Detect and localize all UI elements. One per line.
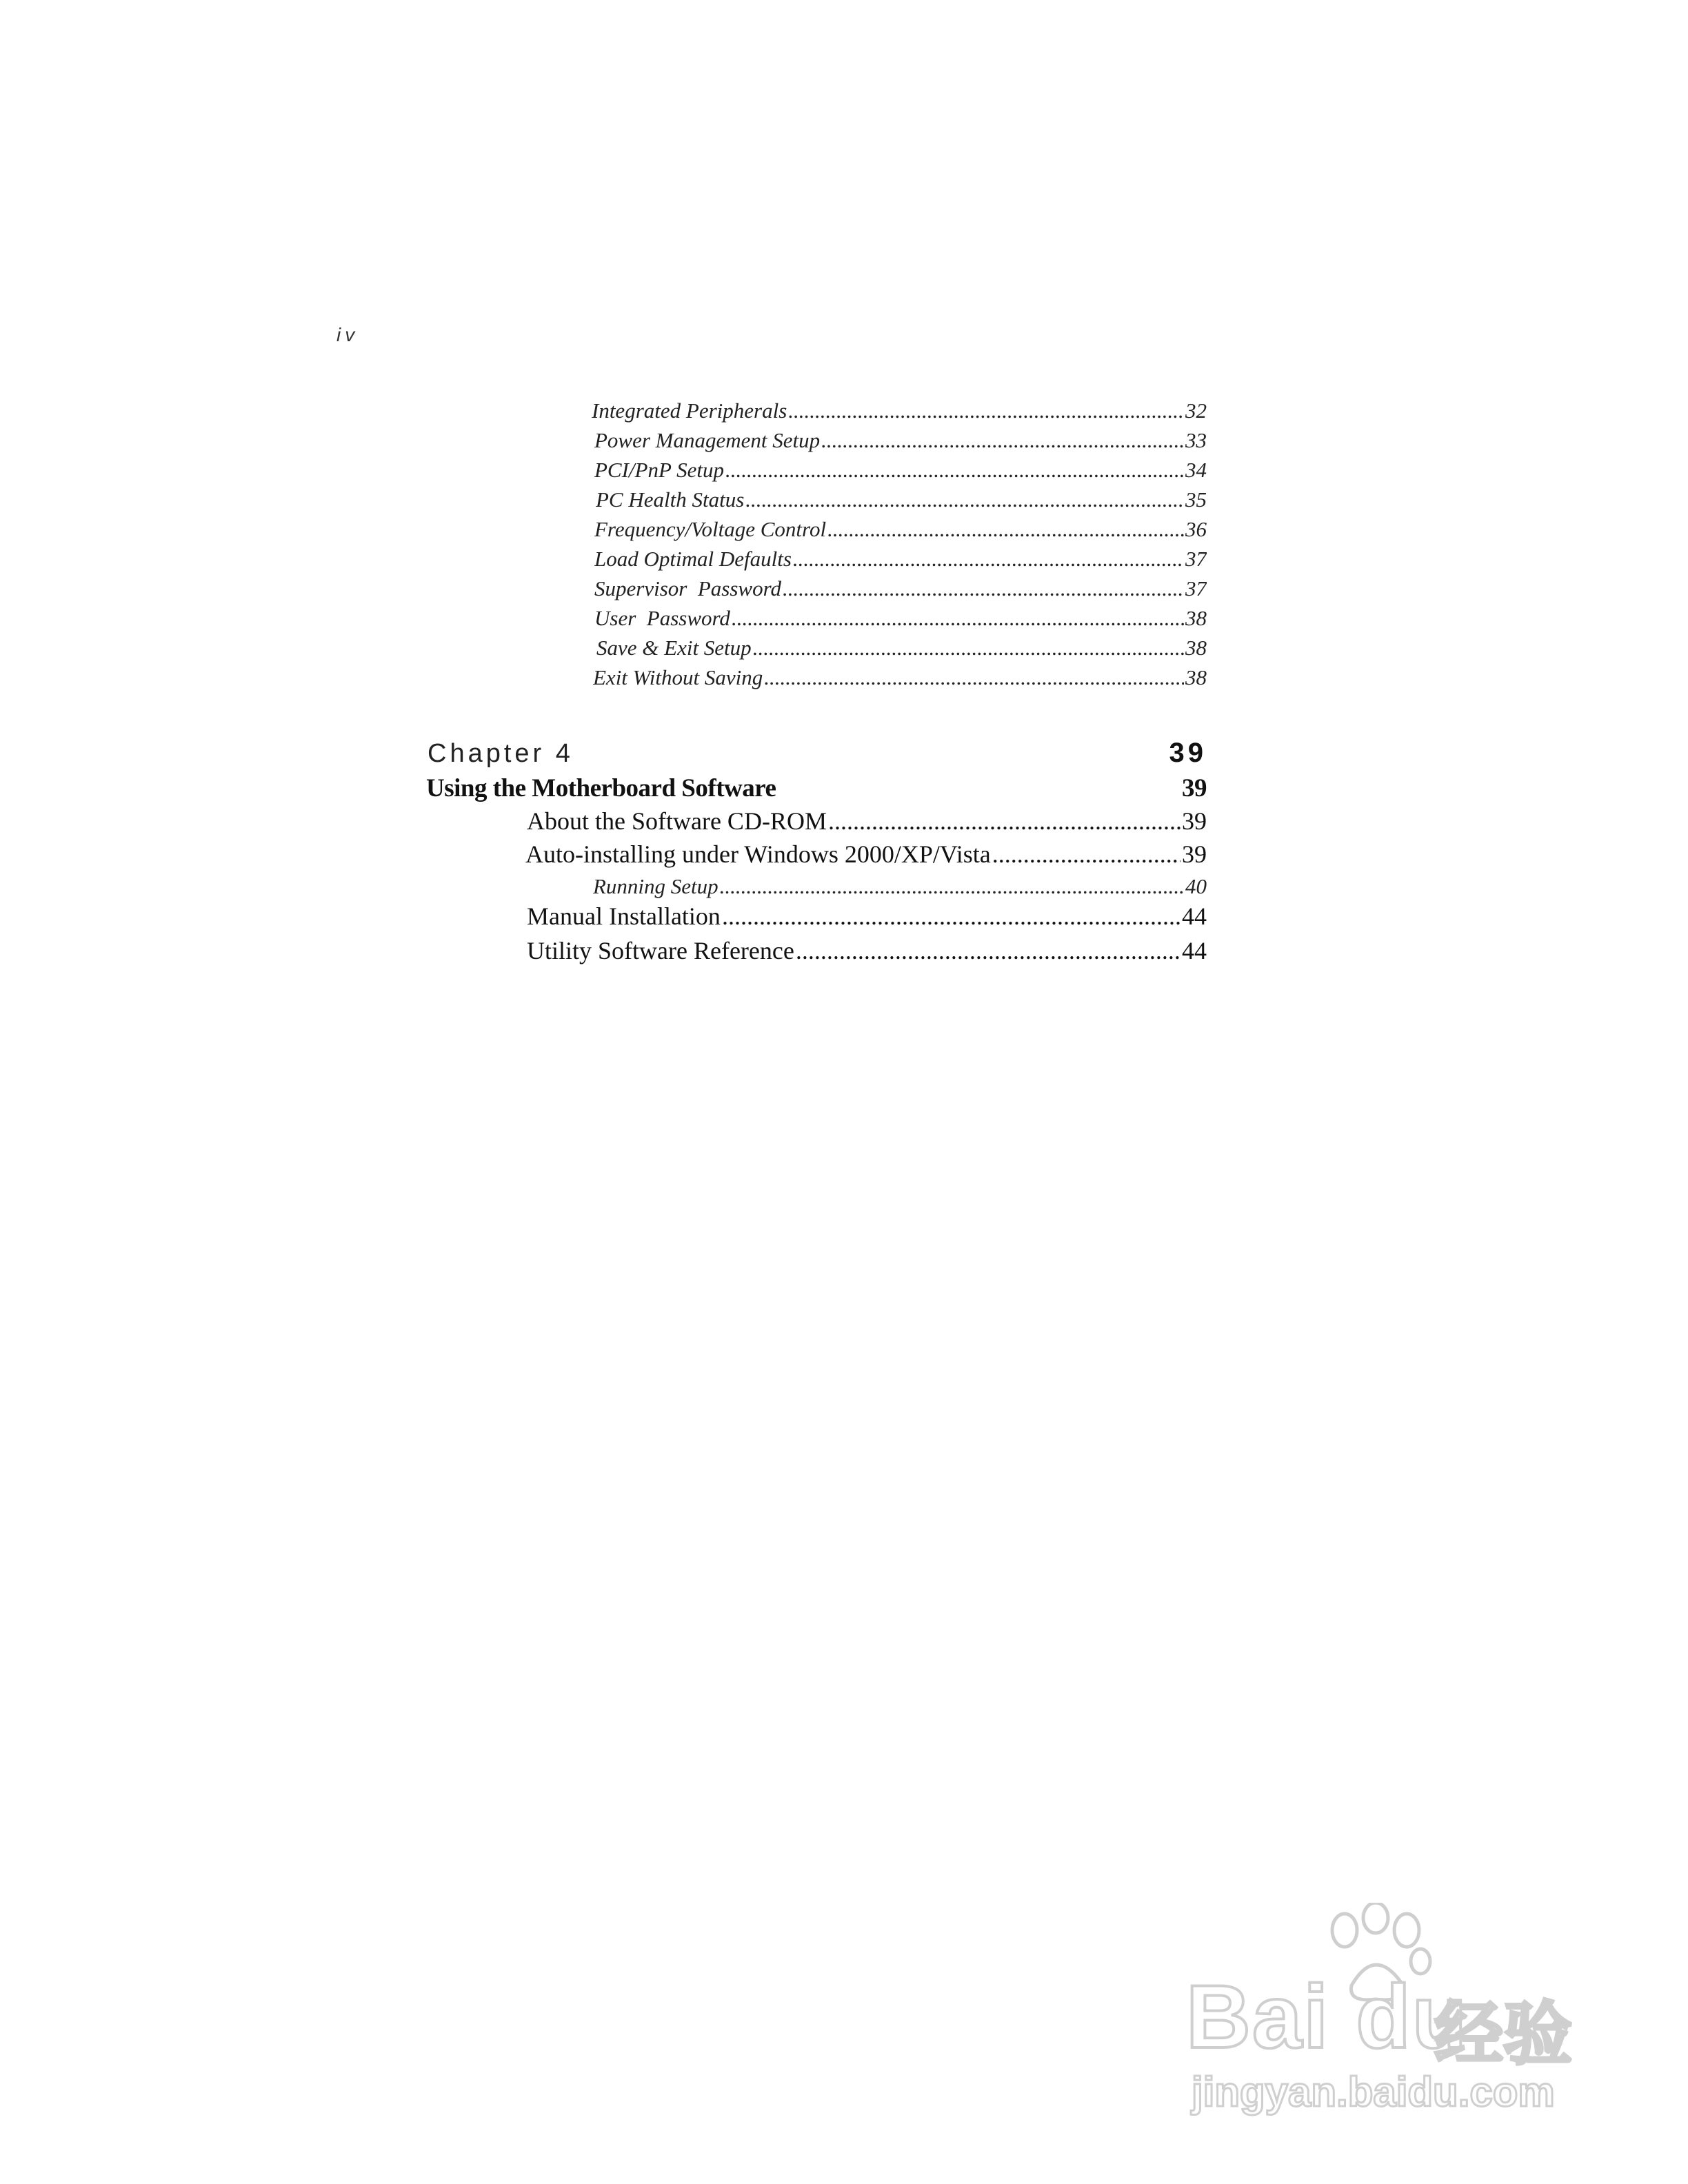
toc-entry[interactable] xyxy=(596,636,1207,660)
dot-leader xyxy=(796,936,1180,965)
baidu-watermark xyxy=(1186,1903,1572,2115)
watermark-brand: Bai du xyxy=(1186,1966,1469,2067)
toc-entry-label: Exit Without Saving xyxy=(593,665,763,689)
toc-entry[interactable] xyxy=(594,517,1207,542)
toc-entry-label: User Password xyxy=(594,606,730,630)
toc-entry-label: Power Management Setup xyxy=(594,428,821,452)
toc-entry[interactable] xyxy=(594,458,1207,483)
toc-entry-page: 38 xyxy=(1185,636,1207,660)
chapter-title-label: Using the Motherboard Software xyxy=(426,774,776,802)
dot-leader xyxy=(753,636,1184,660)
toc-entry-label: Running Setup xyxy=(593,874,719,898)
toc-entry-label: PCI/PnP Setup xyxy=(594,458,724,482)
dot-leader xyxy=(732,606,1184,631)
dot-leader xyxy=(827,517,1184,542)
toc-entry-label: About the Software CD-ROM xyxy=(527,807,827,835)
toc-entry-label: Manual Installation xyxy=(527,902,721,930)
toc-entry[interactable] xyxy=(592,398,1207,423)
dot-leader xyxy=(828,807,1180,836)
toc-entry[interactable] xyxy=(593,874,1207,899)
toc-entry[interactable] xyxy=(594,576,1207,601)
chapter-page: 39 xyxy=(1169,738,1207,768)
toc-entry-label: Load Optimal Defaults xyxy=(594,547,792,571)
dot-leader xyxy=(992,840,1180,869)
chapter-title[interactable] xyxy=(426,774,1207,803)
dot-leader xyxy=(745,487,1184,512)
toc-entry-label: Supervisor Password xyxy=(594,576,781,600)
toc-entry-page: 38 xyxy=(1185,665,1207,689)
dot-leader xyxy=(788,398,1184,423)
toc-entry[interactable] xyxy=(594,606,1207,631)
toc-entry-page: 44 xyxy=(1182,902,1207,930)
watermark-url: jingyan.baidu.com xyxy=(1192,2069,1555,2115)
toc-entry-page: 44 xyxy=(1182,937,1207,964)
toc-entry-label: PC Health Status xyxy=(596,487,745,512)
page-number: iv xyxy=(336,324,359,345)
dot-leader xyxy=(720,874,1184,899)
toc-entry[interactable] xyxy=(593,665,1207,690)
toc-entry[interactable] xyxy=(594,547,1207,572)
toc-entry[interactable] xyxy=(525,840,1207,869)
dot-leader xyxy=(821,428,1184,453)
toc-entry[interactable] xyxy=(527,807,1207,836)
toc-entry-page: 40 xyxy=(1185,874,1207,898)
toc-entry[interactable] xyxy=(596,487,1207,512)
toc-entry-page: 33 xyxy=(1185,428,1207,452)
toc-entry-label: Save & Exit Setup xyxy=(596,636,752,660)
toc-entry-page: 37 xyxy=(1185,576,1207,600)
chapter-title-page: 39 xyxy=(1182,774,1207,802)
toc-entry-page: 38 xyxy=(1185,606,1207,630)
chapter-heading[interactable] xyxy=(428,738,1207,769)
dot-leader xyxy=(764,665,1184,690)
toc-entry-page: 36 xyxy=(1185,517,1207,541)
toc-entry-label: Frequency/Voltage Control xyxy=(594,517,827,541)
toc-entry-page: 37 xyxy=(1185,547,1207,571)
toc-entry-label: Integrated Peripherals xyxy=(592,398,787,423)
dot-leader xyxy=(725,458,1184,483)
toc-entry-page: 35 xyxy=(1185,487,1207,512)
toc-entry-page: 39 xyxy=(1182,840,1207,868)
dot-leader xyxy=(783,576,1184,601)
toc-entry[interactable] xyxy=(527,902,1207,931)
toc-entry[interactable] xyxy=(527,936,1207,965)
dot-leader xyxy=(793,547,1184,572)
toc-entry-label: Auto-installing under Windows 2000/XP/Vista xyxy=(525,840,991,868)
watermark-brand-cn: 经验 xyxy=(1434,1994,1572,2074)
toc-entry-page: 39 xyxy=(1182,807,1207,835)
dot-leader xyxy=(722,902,1180,931)
toc-entry-page: 34 xyxy=(1185,458,1207,482)
toc-entry-label: Utility Software Reference xyxy=(527,937,794,964)
toc-entry-page: 32 xyxy=(1185,398,1207,423)
chapter-label: Chapter 4 xyxy=(428,739,574,768)
toc-entry[interactable] xyxy=(594,428,1207,453)
